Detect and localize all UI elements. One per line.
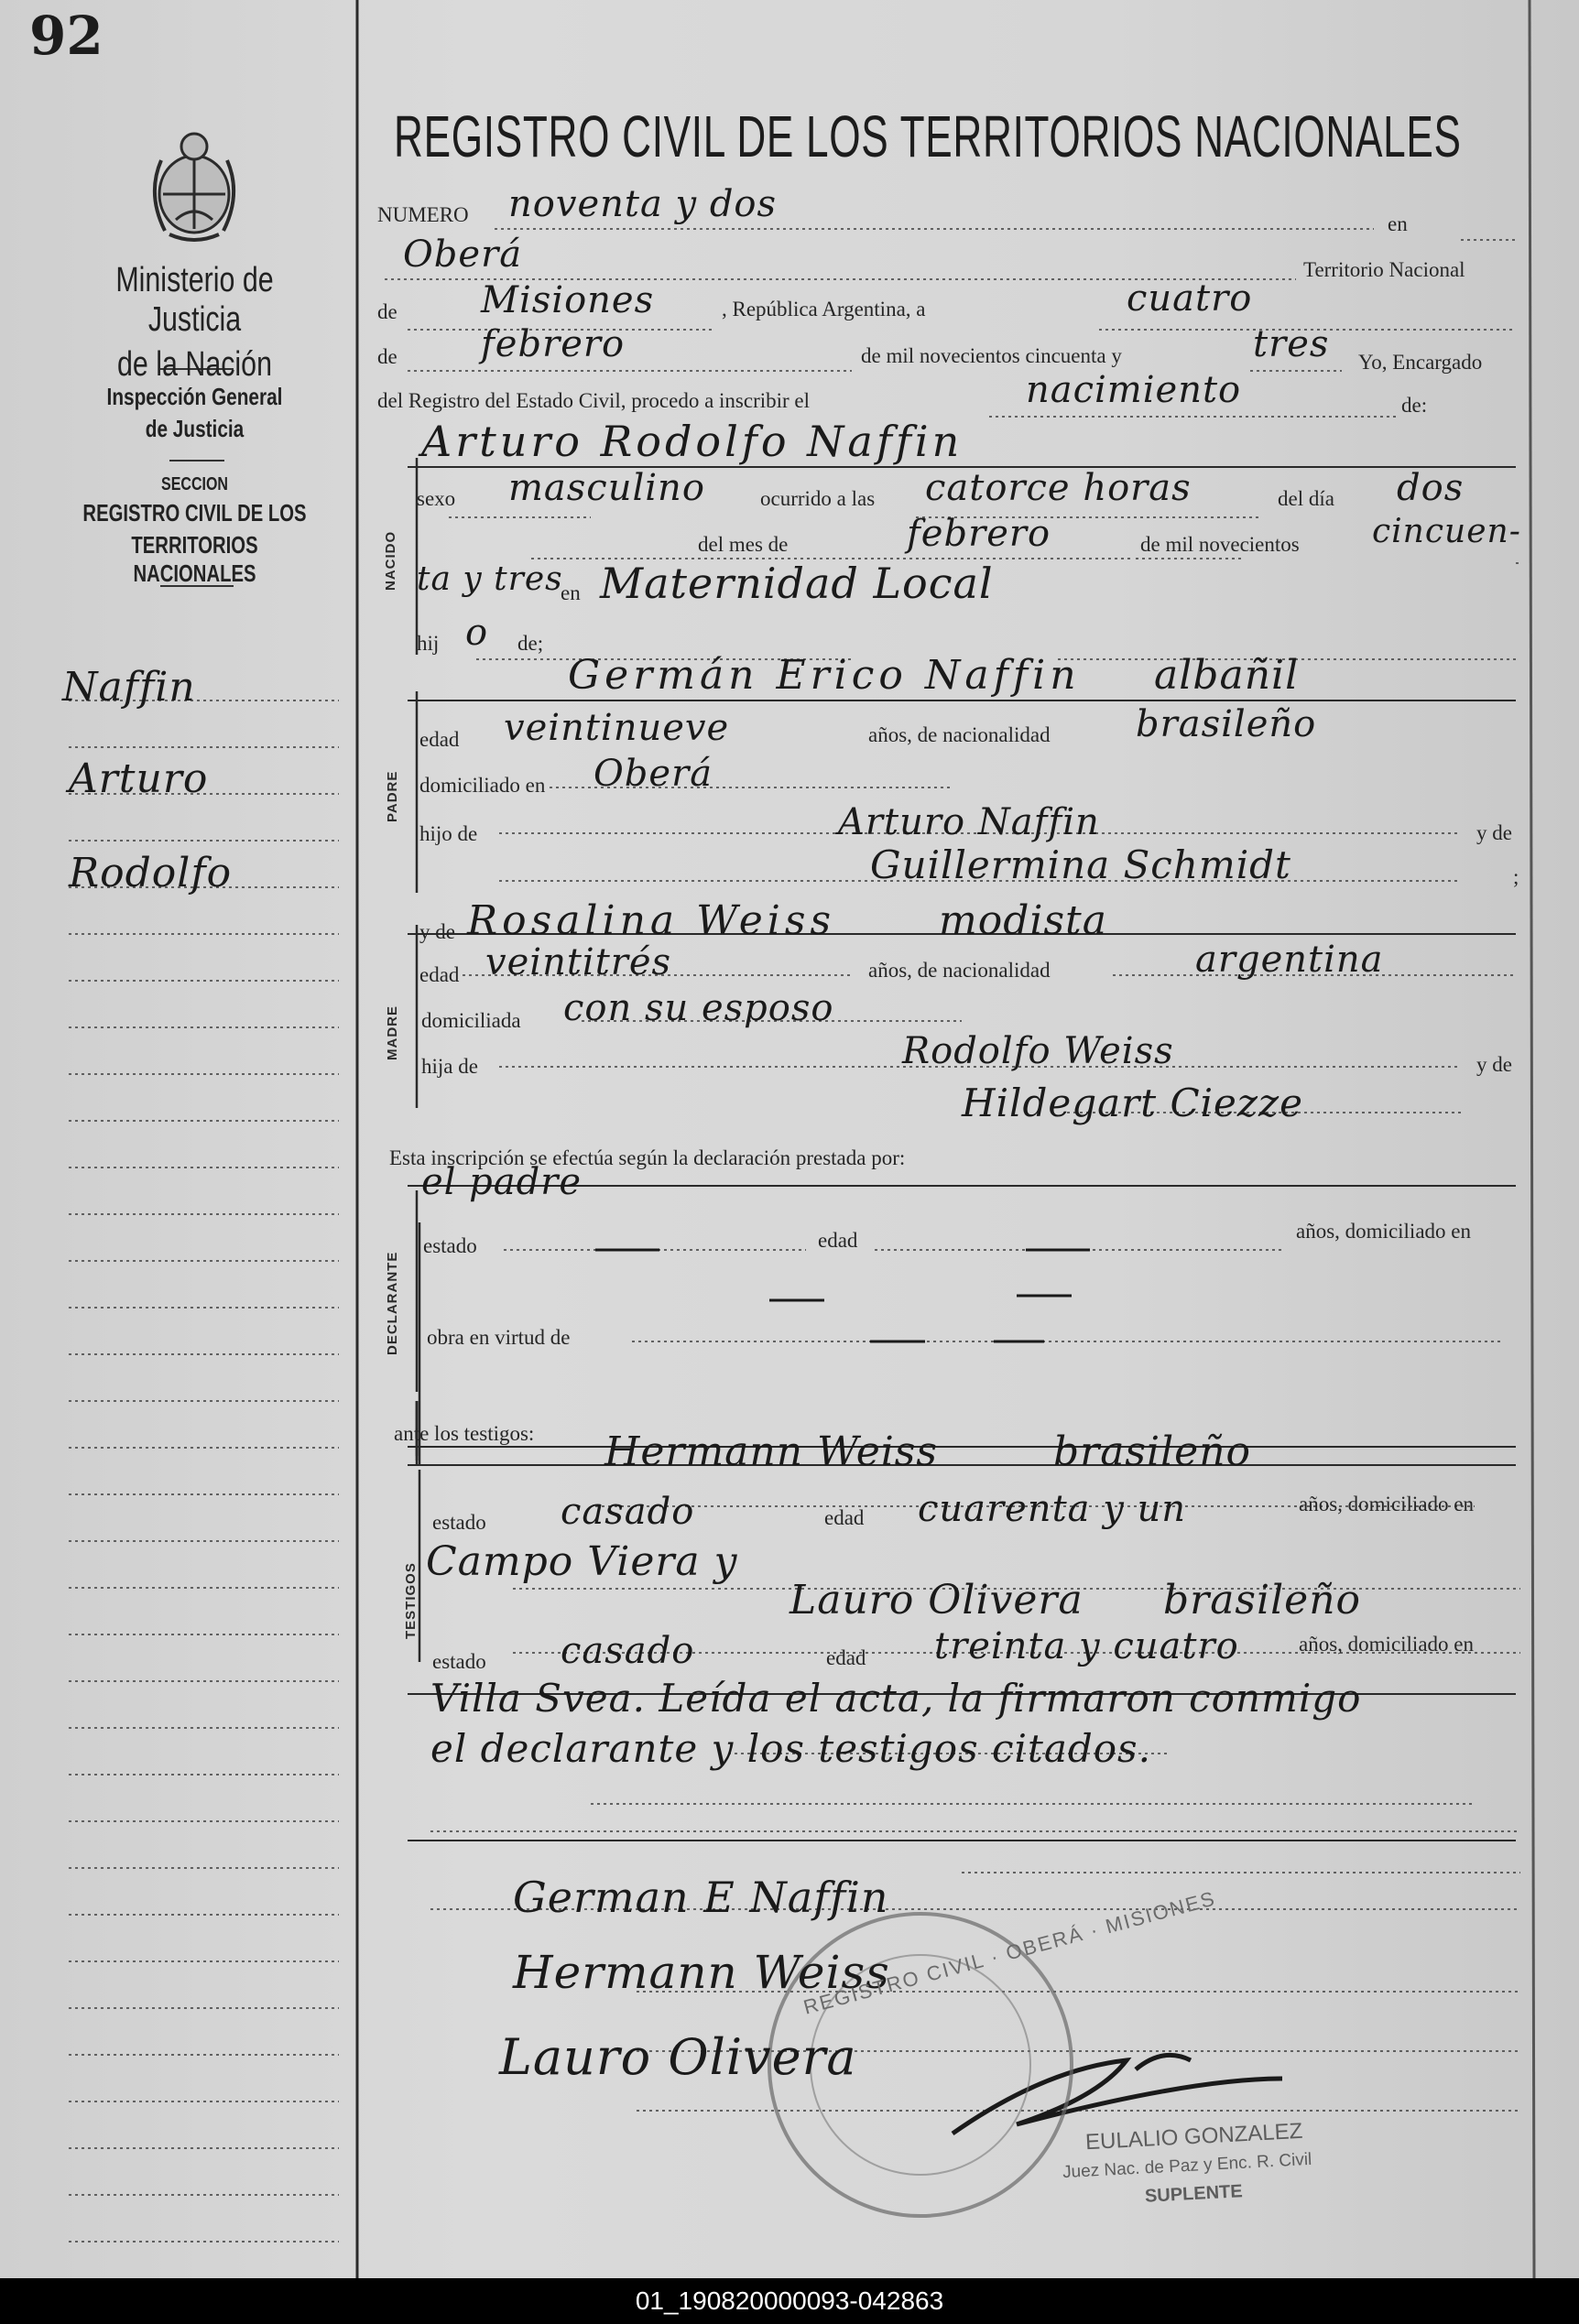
- margin-name2: Rodolfo: [69, 850, 233, 896]
- stamp-ring-text: REGISTRO CIVIL · OBERÁ · MISIONES: [800, 1886, 1219, 2019]
- label-padre-edad: edad: [419, 728, 460, 751]
- entry-dia-nac: dos: [1397, 467, 1465, 509]
- entry-numero: noventa y dos: [508, 183, 778, 225]
- inspection-line2: de Justicia: [145, 415, 245, 442]
- section-line1: REGISTRO CIVIL DE LOS: [82, 499, 307, 527]
- section-line2: TERRITORIOS NACIONALES: [131, 531, 258, 587]
- label-t1-anos-dom: años, domiciliado en: [1299, 1493, 1474, 1515]
- entry-cierre1: Villa Svea. Leída el acta, la firmaron conmigo: [430, 1676, 1362, 1721]
- margin-name1: Arturo: [69, 755, 209, 802]
- ministry-line1: Ministerio de Justicia: [115, 261, 274, 339]
- label-del-mes: del mes de: [698, 533, 789, 556]
- label-decl-edad: edad: [818, 1229, 858, 1252]
- entry-padre-dom: Oberá: [593, 753, 713, 795]
- entry-testigo1-edad: cuarenta y un: [918, 1488, 1187, 1530]
- entry-territorio: Misiones: [481, 279, 655, 321]
- inspection-line1: Inspección General: [106, 383, 283, 410]
- label-numero: NUMERO: [377, 203, 469, 226]
- entry-padre-padre: Arturo Naffin: [838, 801, 1100, 843]
- margin-surname: Naffin: [62, 664, 196, 711]
- label-t1-edad: edad: [824, 1506, 865, 1529]
- entry-madre-oficio: modista: [939, 897, 1107, 944]
- label-padre-anos-nac: años, de nacionalidad: [868, 723, 1051, 746]
- section-tag-nacido: NACIDO: [383, 530, 398, 591]
- label-padre-domiciliado: domiciliado en: [419, 774, 546, 797]
- label-t2-edad: edad: [826, 1646, 866, 1669]
- entry-anio-nac-a: cincuen-: [1372, 513, 1521, 550]
- page-number: 92: [29, 5, 103, 67]
- entry-madre-dom: con su esposo: [563, 987, 834, 1029]
- entry-declarante: el padre: [421, 1161, 583, 1203]
- entry-testigo1-nac: brasileño: [1053, 1428, 1252, 1475]
- section-label: SECCION: [161, 474, 228, 494]
- label-yo: Yo, Encargado: [1358, 351, 1483, 374]
- label-mil-nov: de mil novecientos cincuenta y: [861, 344, 1122, 367]
- entry-nombre: Arturo Rodolfo Naffin: [421, 417, 964, 466]
- entry-lugar-nac: Maternidad Local: [600, 559, 994, 608]
- footer-file-id: 01_190820000093-042863: [0, 2278, 1579, 2324]
- entry-lugar: Oberá: [403, 233, 523, 276]
- entry-madre-madre: Hildegart Ciezze: [962, 1081, 1303, 1125]
- section-tag-declarante: DECLARANTE: [385, 1251, 400, 1355]
- entry-padre-madre: Guillermina Schmidt: [870, 842, 1291, 887]
- entry-mes-nac: febrero: [907, 513, 1051, 555]
- label-madre-domiciliada: domiciliada: [421, 1009, 521, 1032]
- label-padre-hijo-de: hijo de: [419, 822, 478, 845]
- entry-dia: cuatro: [1127, 277, 1253, 320]
- label-en: en: [1388, 212, 1408, 235]
- entry-mes: febrero: [481, 323, 626, 365]
- entry-padre-nombre: Germán Erico Naffin: [568, 652, 1081, 699]
- section-tag-testigos: TESTIGOS: [403, 1562, 419, 1639]
- label-t2-estado: estado: [432, 1650, 486, 1673]
- label-t2-anos-dom: años, domiciliado en: [1299, 1633, 1474, 1656]
- label-madre-edad: edad: [419, 963, 460, 986]
- label-del-dia: del día: [1278, 487, 1334, 510]
- signature-declarante: German E Naffin: [513, 1873, 889, 1922]
- entry-sexo: masculino: [508, 467, 705, 509]
- label-de-colon: de:: [1401, 394, 1428, 417]
- label-de-1: de: [377, 300, 397, 323]
- page-title: REGISTRO CIVIL DE LOS TERRITORIOS NACIONALES: [394, 103, 1462, 169]
- label-ocurrido: ocurrido a las: [760, 487, 876, 510]
- entry-testigo2-nombre: Lauro Olivera: [790, 1577, 1084, 1624]
- entry-madre-edad: veintitrés: [485, 941, 672, 983]
- stamp-suplente: SUPLENTE: [1144, 2181, 1244, 2207]
- section-tag-padre: PADRE: [385, 770, 400, 822]
- label-padre-y-de: y de: [1476, 821, 1512, 844]
- label-republica: , República Argentina, a: [722, 298, 926, 320]
- label-madre-y-de: y de: [419, 920, 455, 943]
- signature-testigo1: Hermann Weiss: [513, 1946, 890, 1999]
- label-de-mil: de mil novecientos: [1140, 533, 1300, 556]
- entry-padre-oficio: albañil: [1154, 652, 1300, 699]
- entry-cierre2: el declarante y los testigos citados.: [430, 1726, 1151, 1771]
- entry-testigo1-estado: casado: [561, 1491, 695, 1533]
- entry-testigo1-dom: Campo Viera y: [426, 1538, 738, 1585]
- label-territorio: Territorio Nacional: [1303, 258, 1465, 281]
- label-de-2: de: [377, 345, 397, 368]
- label-declaracion: Esta inscripción se efectúa según la declaración prestada por:: [389, 1146, 906, 1169]
- label-decl-anos-dom: años, domiciliado en: [1296, 1220, 1471, 1243]
- entry-testigo2-estado: casado: [561, 1630, 695, 1672]
- label-padre-semicolon: ;: [1513, 865, 1519, 888]
- ministry-line2: de la Nación: [117, 345, 272, 384]
- entry-madre-nac: argentina: [1195, 939, 1384, 981]
- entry-testigo2-nac: brasileño: [1163, 1577, 1362, 1624]
- label-madre-y-de: y de: [1476, 1053, 1512, 1076]
- label-hij: hij: [417, 632, 440, 655]
- entry-anio-nac-b: ta y tres: [417, 560, 563, 598]
- entry-madre-nombre: Rosalina Weiss: [467, 897, 836, 944]
- label-del-registro: del Registro del Estado Civil, procedo a inscribir el: [377, 389, 811, 412]
- stamp-title: Juez Nac. de Paz y Enc. R. Civil: [1062, 2149, 1312, 2183]
- entry-hora: catorce horas: [925, 467, 1192, 509]
- entry-padre-edad: veintinueve: [504, 707, 730, 749]
- stamp-name: EULALIO GONZALEZ: [1084, 2118, 1303, 2156]
- section-tag-madre: MADRE: [385, 1005, 400, 1060]
- entry-testigo1-nombre: Hermann Weiss: [604, 1428, 938, 1475]
- label-madre-anos-nac: años, de nacionalidad: [868, 959, 1051, 982]
- coat-of-arms-emblem: [155, 134, 234, 240]
- signature-testigo2: Lauro Olivera: [499, 2028, 857, 2086]
- entry-madre-padre: Rodolfo Weiss: [902, 1030, 1174, 1072]
- label-madre-hija-de: hija de: [421, 1055, 478, 1078]
- entry-hij-letter: o: [465, 612, 489, 654]
- label-sexo: sexo: [417, 487, 456, 510]
- entry-anio: tres: [1253, 323, 1330, 365]
- label-decl-estado: estado: [423, 1234, 477, 1257]
- entry-acto: nacimiento: [1026, 369, 1242, 411]
- label-en-lugar: en: [561, 581, 581, 604]
- label-obra: obra en virtud de: [427, 1326, 571, 1349]
- label-t1-estado: estado: [432, 1511, 486, 1534]
- label-hij-de: de;: [517, 632, 544, 655]
- entry-padre-nac: brasileño: [1136, 703, 1317, 745]
- label-ante: ante los testigos:: [394, 1422, 535, 1445]
- entry-testigo2-edad: treinta y cuatro: [934, 1625, 1239, 1667]
